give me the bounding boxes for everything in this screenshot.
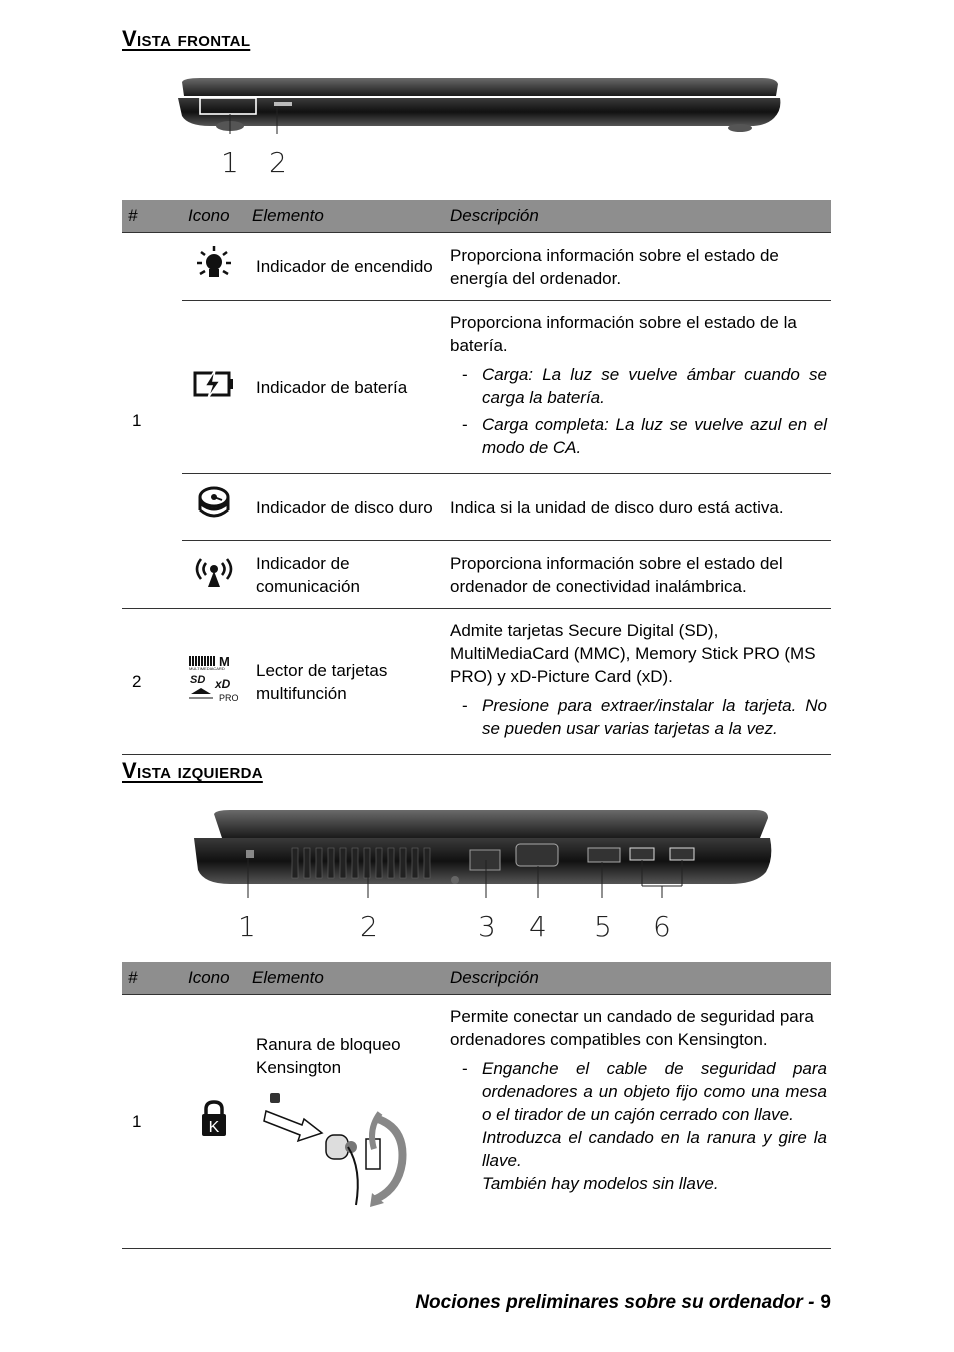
header-icon: Icono xyxy=(182,962,246,995)
callout-3: 3 xyxy=(478,910,496,943)
lock-cable-illustration xyxy=(256,1089,416,1209)
bullet-item: - Carga completa: La luz se vuelve azul en el modo de CA. xyxy=(482,413,827,459)
card-label-sd: SD xyxy=(190,673,206,686)
row-element: Lector de tarjetas multifunción xyxy=(246,609,444,755)
header-num: # xyxy=(122,200,182,233)
left-view-table xyxy=(122,962,831,1249)
svg-text:M: M xyxy=(219,653,230,669)
row-description-cell xyxy=(444,609,831,755)
row-description: Proporciona información sobre el estado de energía del ordenador. xyxy=(444,233,831,301)
row-number: 1 xyxy=(122,995,182,1249)
card-label-pro: PRO xyxy=(219,692,239,703)
header-description: Descripción xyxy=(444,200,831,233)
table-row xyxy=(122,233,831,301)
description-bullets xyxy=(450,694,827,740)
laptop-left-view xyxy=(170,808,790,898)
table-row xyxy=(122,301,831,474)
header-num: # xyxy=(122,962,182,995)
header-icon: Icono xyxy=(182,200,246,233)
wireless-icon xyxy=(182,541,246,609)
table-row xyxy=(122,474,831,541)
section-title-front: Vista frontal xyxy=(122,26,251,51)
row-element: Indicador de encendido xyxy=(246,233,444,301)
battery-charge-icon xyxy=(182,301,246,474)
row-element: Indicador de disco duro xyxy=(246,474,444,541)
row-description: Admite tarjetas Secure Digital (SD), MultiMediaCard (MMC), Memory Stick PRO (MS PRO) y xD-Picture Card (xD). xyxy=(450,621,816,686)
callout-5: 5 xyxy=(594,910,612,943)
hard-disk-icon xyxy=(182,474,246,541)
page-footer xyxy=(415,1292,831,1314)
callout-1: 1 xyxy=(221,146,239,179)
table-row xyxy=(122,609,831,755)
header-element: Elemento xyxy=(246,962,444,995)
callout-1: 1 xyxy=(238,910,256,943)
row-description: Permite conectar un candado de seguridad para ordenadores compatibles con Kensington. xyxy=(450,1007,814,1049)
row-number: 1 xyxy=(122,233,182,609)
bullet-item: - Carga: La luz se vuelve ámbar cuando se carga la batería. xyxy=(482,363,827,409)
row-description: Proporciona información sobre el estado del ordenador de conectividad inalámbrica. xyxy=(444,541,831,609)
row-element: Ranura de bloqueo Kensington xyxy=(256,1035,401,1077)
front-view-table xyxy=(122,200,831,755)
row-description: Indica si la unidad de disco duro está activa. xyxy=(444,474,831,541)
kensington-lock-icon xyxy=(182,995,246,1249)
bullet-item: - Enganche el cable de seguridad para ordenadores a un objeto fijo como una mesa o el tirador de un cajón cerrado con llave. Introduzca el candado en la ranura y gire la llave. También hay modelos sin llave. xyxy=(482,1057,827,1195)
table-header-row xyxy=(122,200,831,233)
row-element: Indicador de batería xyxy=(246,301,444,474)
row-element: Indicador de comunicación xyxy=(246,541,444,609)
card-label-xd: xD xyxy=(215,676,231,691)
card-label-top: MULTIMEDIACARD xyxy=(189,665,225,671)
callout-4: 4 xyxy=(529,910,547,943)
description-bullets xyxy=(450,363,827,459)
callout-2: 2 xyxy=(360,910,378,943)
laptop-front-view xyxy=(170,76,790,138)
description-bullets xyxy=(450,1057,827,1195)
page-number: 9 xyxy=(820,1292,831,1313)
card-reader-icon xyxy=(182,609,246,755)
section-title-left: Vista izquierda xyxy=(122,758,263,783)
svg-text:K: K xyxy=(208,1118,220,1136)
row-description: Proporciona información sobre el estado de la batería. xyxy=(450,313,797,355)
row-description-cell xyxy=(444,301,831,474)
row-number: 2 xyxy=(122,609,182,755)
header-element: Elemento xyxy=(246,200,444,233)
table-row xyxy=(122,541,831,609)
row-element-cell xyxy=(246,995,444,1249)
bullet-item: - Presione para extraer/instalar la tarjeta. No se pueden usar varias tarjetas a la vez. xyxy=(482,694,827,740)
header-description: Descripción xyxy=(444,962,831,995)
footer-text: Nociones preliminares sobre su ordenador - xyxy=(415,1292,815,1313)
table-row xyxy=(122,995,831,1249)
power-light-icon xyxy=(182,233,246,301)
table-header-row xyxy=(122,962,831,995)
callout-6: 6 xyxy=(653,910,671,943)
callout-2: 2 xyxy=(269,146,287,179)
row-description-cell xyxy=(444,995,831,1249)
